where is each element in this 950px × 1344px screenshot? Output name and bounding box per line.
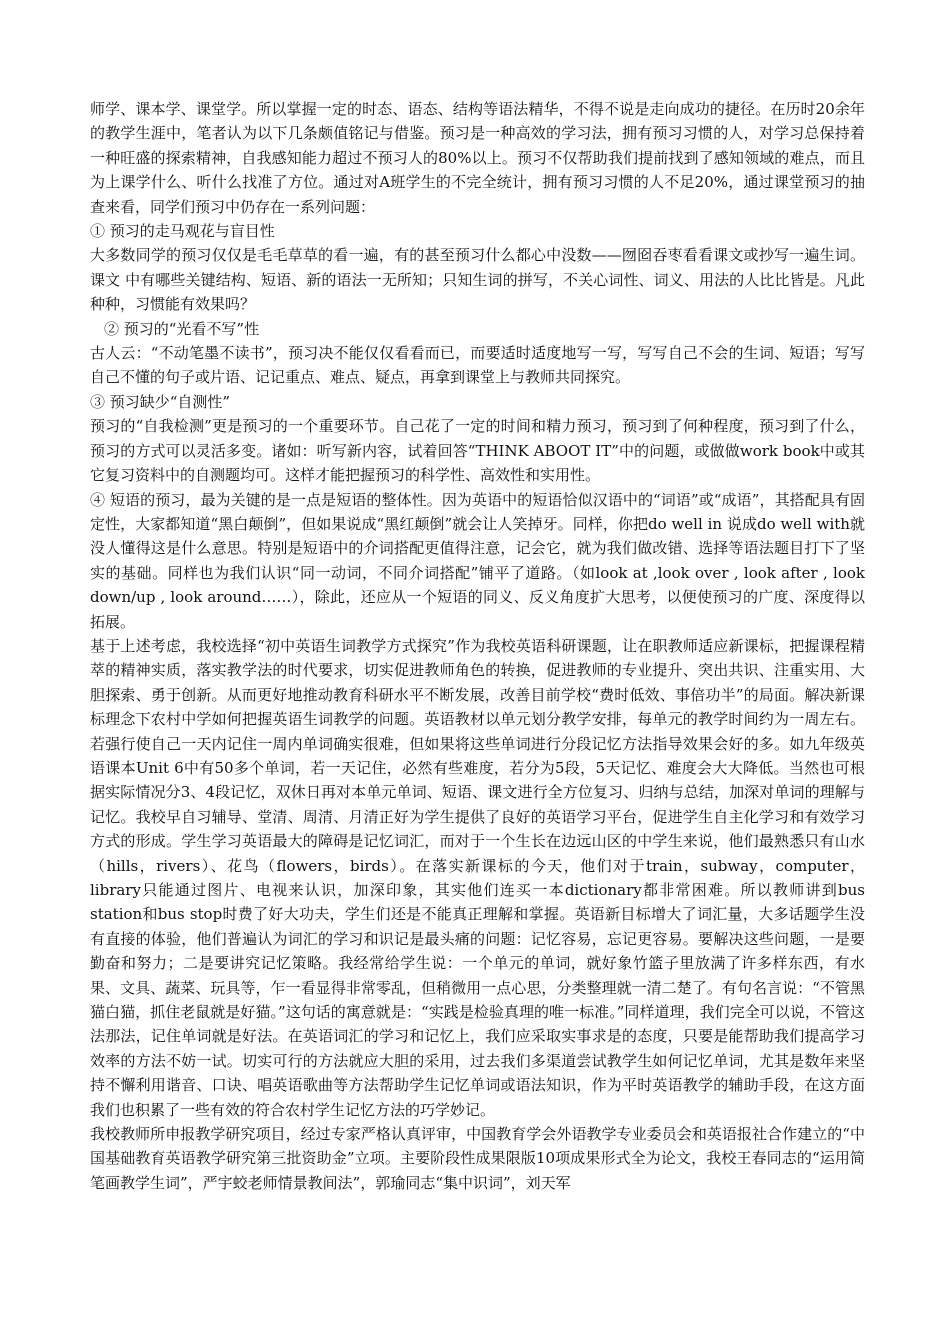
body-paragraph: 古人云：“不动笔墨不读书”，预习决不能仅仅看看而已，而要适时适度地写一写，写写自己不会的生词、短语；写写自己不懂的句子或片语、记记重点、难点、疑点，再拿到课堂上与教师共同探究。 [90,344,865,387]
body-paragraph: 师学、课本学、课堂学。所以掌握一定的时态、语态、结构等语法精华，不得不说是走向成功的捷径。在历时20余年的教学生涯中，笔者认为以下几条颇值铭记与借鉴。预习是一种高效的学习法，拥有预习习惯的人，对学习总保持着一种旺盛的探索精神，自我感知能力超过不预习人的80%以上。预习不仅帮助我们提前找到了感知领域的难点，而且为上课学什么、听什么找准了方位。通过对A班学生的不完全统计，拥有预习习惯的人不足20%，通过课堂预习的抽查来看，同学们预习中仍存在一系列问题： [90,100,865,216]
body-paragraph: 基于上述考虑，我校选择“初中英语生词教学方式探究”作为我校英语科研课题，让在职教师适应新课标，把握课程精萃的精神实质，落实教学法的时代要求，切实促进教师角色的转换，促进教师的专业提升、突出共识、注重实用、大胆探索、勇于创新。从而更好地推动教育科研水平不断发展，改善目前学校“费时低效、事倍功半”的局面。解决新课标理念下农村中学如何把握英语生词教学的问题。英语教材以单元划分教学安排，每单元的教学时间约为一周左右。若强行使自己一天内记住一周内单词确实很难，但如果将这些单词进行分段记忆方法指导效果会好的多。如九年级英语课本Unit 6中有50多个单词，若一天记住，必然有些难度，若分为5段，5天记忆、难度会大大降低。当然也可根据实际情况分3、4段记忆，双休日再对本单元单词、短语、课文进行全方位复习、归纳与总结，加深对单词的理解与记忆。我校早自习辅导、堂清、周清、月清正好为学生提供了良好的英语学习平台，促进学生自主化学习和有效学习方式的形成。学生学习英语最大的障碍是记忆词汇，而对于一个生长在边远山区的中学生来说，他们最熟悉只有山水（hills，rivers）、花鸟（flowers，birds）。在落实新课标的今天，他们对于train，subway，computer，library只能通过图片、电视来认识，加深印象，其实他们连买一本dictionary都非常困难。所以教师讲到bus station和bus stop时费了好大功夫，学生们还是不能真正理解和掌握。英语新目标增大了词汇量，大多话题学生没有直接的体验，他们普遍认为词汇的学习和识记是最头痛的问题：记忆容易，忘记更容易。要解决这些问题，一是要勤奋和努力；二是要讲究记忆策略。我经常给学生说：一个单元的单词，就好象竹篮子里放满了许多样东西，有水果、文具、蔬菜、玩具等，乍一看显得非常零乱，但稍微用一点心思，分类整理就一清二楚了。有句名言说：“不管黑猫白猫，抓住老鼠就是好猫。”这句话的寓意就是：“实践是检验真理的唯一标准。”同样道理，我们完全可以说，不管这法那法，记住单词就是好法。在英语词汇的学习和记忆上，我们应采取实事求是的态度，只要是能帮助我们提高学习效率的方法不妨一试。切实可行的方法就应大胆的采用，过去我们多渠道尝试教学生如何记忆单词，尤其是数年来坚持不懈利用谐音、口诀、唱英语歌曲等方法帮助学生记忆单词或语法知识，作为平时英语教学的辅助手段，在这方面我们也积累了一些有效的符合农村学生记忆方法的巧学妙记。 [90,636,865,1119]
body-paragraph: 预习的“自我检测”更是预习的一个重要环节。自己花了一定的时间和精力预习，预习到了何种程度，预习到了什么，预习的方式可以灵活多变。诸如：听写新内容，试着回答“THINK ABOOT IT”中的问题，或做做work book中或其它复习资料中的自测题均可。这样才能把握预习的科学性、高效性和实用性。 [90,417,865,485]
body-paragraph: 大多数同学的预习仅仅是毛毛草草的看一遍，有的甚至预习什么都心中没数——囫囵吞枣看看课文或抄写一遍生词。课文 中有哪些关键结构、短语、新的语法一无所知；只知生词的拼写，不关心词性、词义、用法的人比比皆是。凡此种种，习惯能有效果吗？ [90,246,865,314]
problem-heading-2: ② 预习的“光看不写”性 [104,319,260,338]
problem-heading-3: ③ 预习缺少“自测性” [90,392,231,411]
body-paragraph: 我校教师所申报教学研究项目，经过专家严格认真评审，中国教育学会外语教学专业委员会和英语报社合作建立的“中国基础教育英语教学研究第三批资助金”立项。主要阶段性成果限版10项成果形式全为论文，我校王春同志的“运用简笔画教学生词”，严宇蛟老师情景教间法”，郭瑜同志“集中识词”，刘天军 [90,1125,865,1192]
problem-heading-1: ① 预习的走马观花与盲目性 [90,222,275,241]
problem-heading-4-paragraph: ④ 短语的预习，最为关键的是一点是短语的整体性。因为英语中的短语恰似汉语中的“词语”或“成语”，其搭配具有固定性，大家都知道“黑白颠倒”，但如果说成“黑红颠倒”就会让人笑掉牙。同样，你把do well in 说成do well with就没人懂得这是什么意思。特别是短语中的介词搭配更值得注意，记会它，就为我们做改错、选择等语法题目打下了坚实的基础。同样也为我们认识“同一动词，不同介词搭配”铺平了道路。（如look at ,look over , look after , look down/up , look around……），除此，还应从一个短语的同义、反义角度扩大思考，以便使预习的广度、深度得以拓展。 [90,490,865,631]
document-page [90,97,865,1195]
